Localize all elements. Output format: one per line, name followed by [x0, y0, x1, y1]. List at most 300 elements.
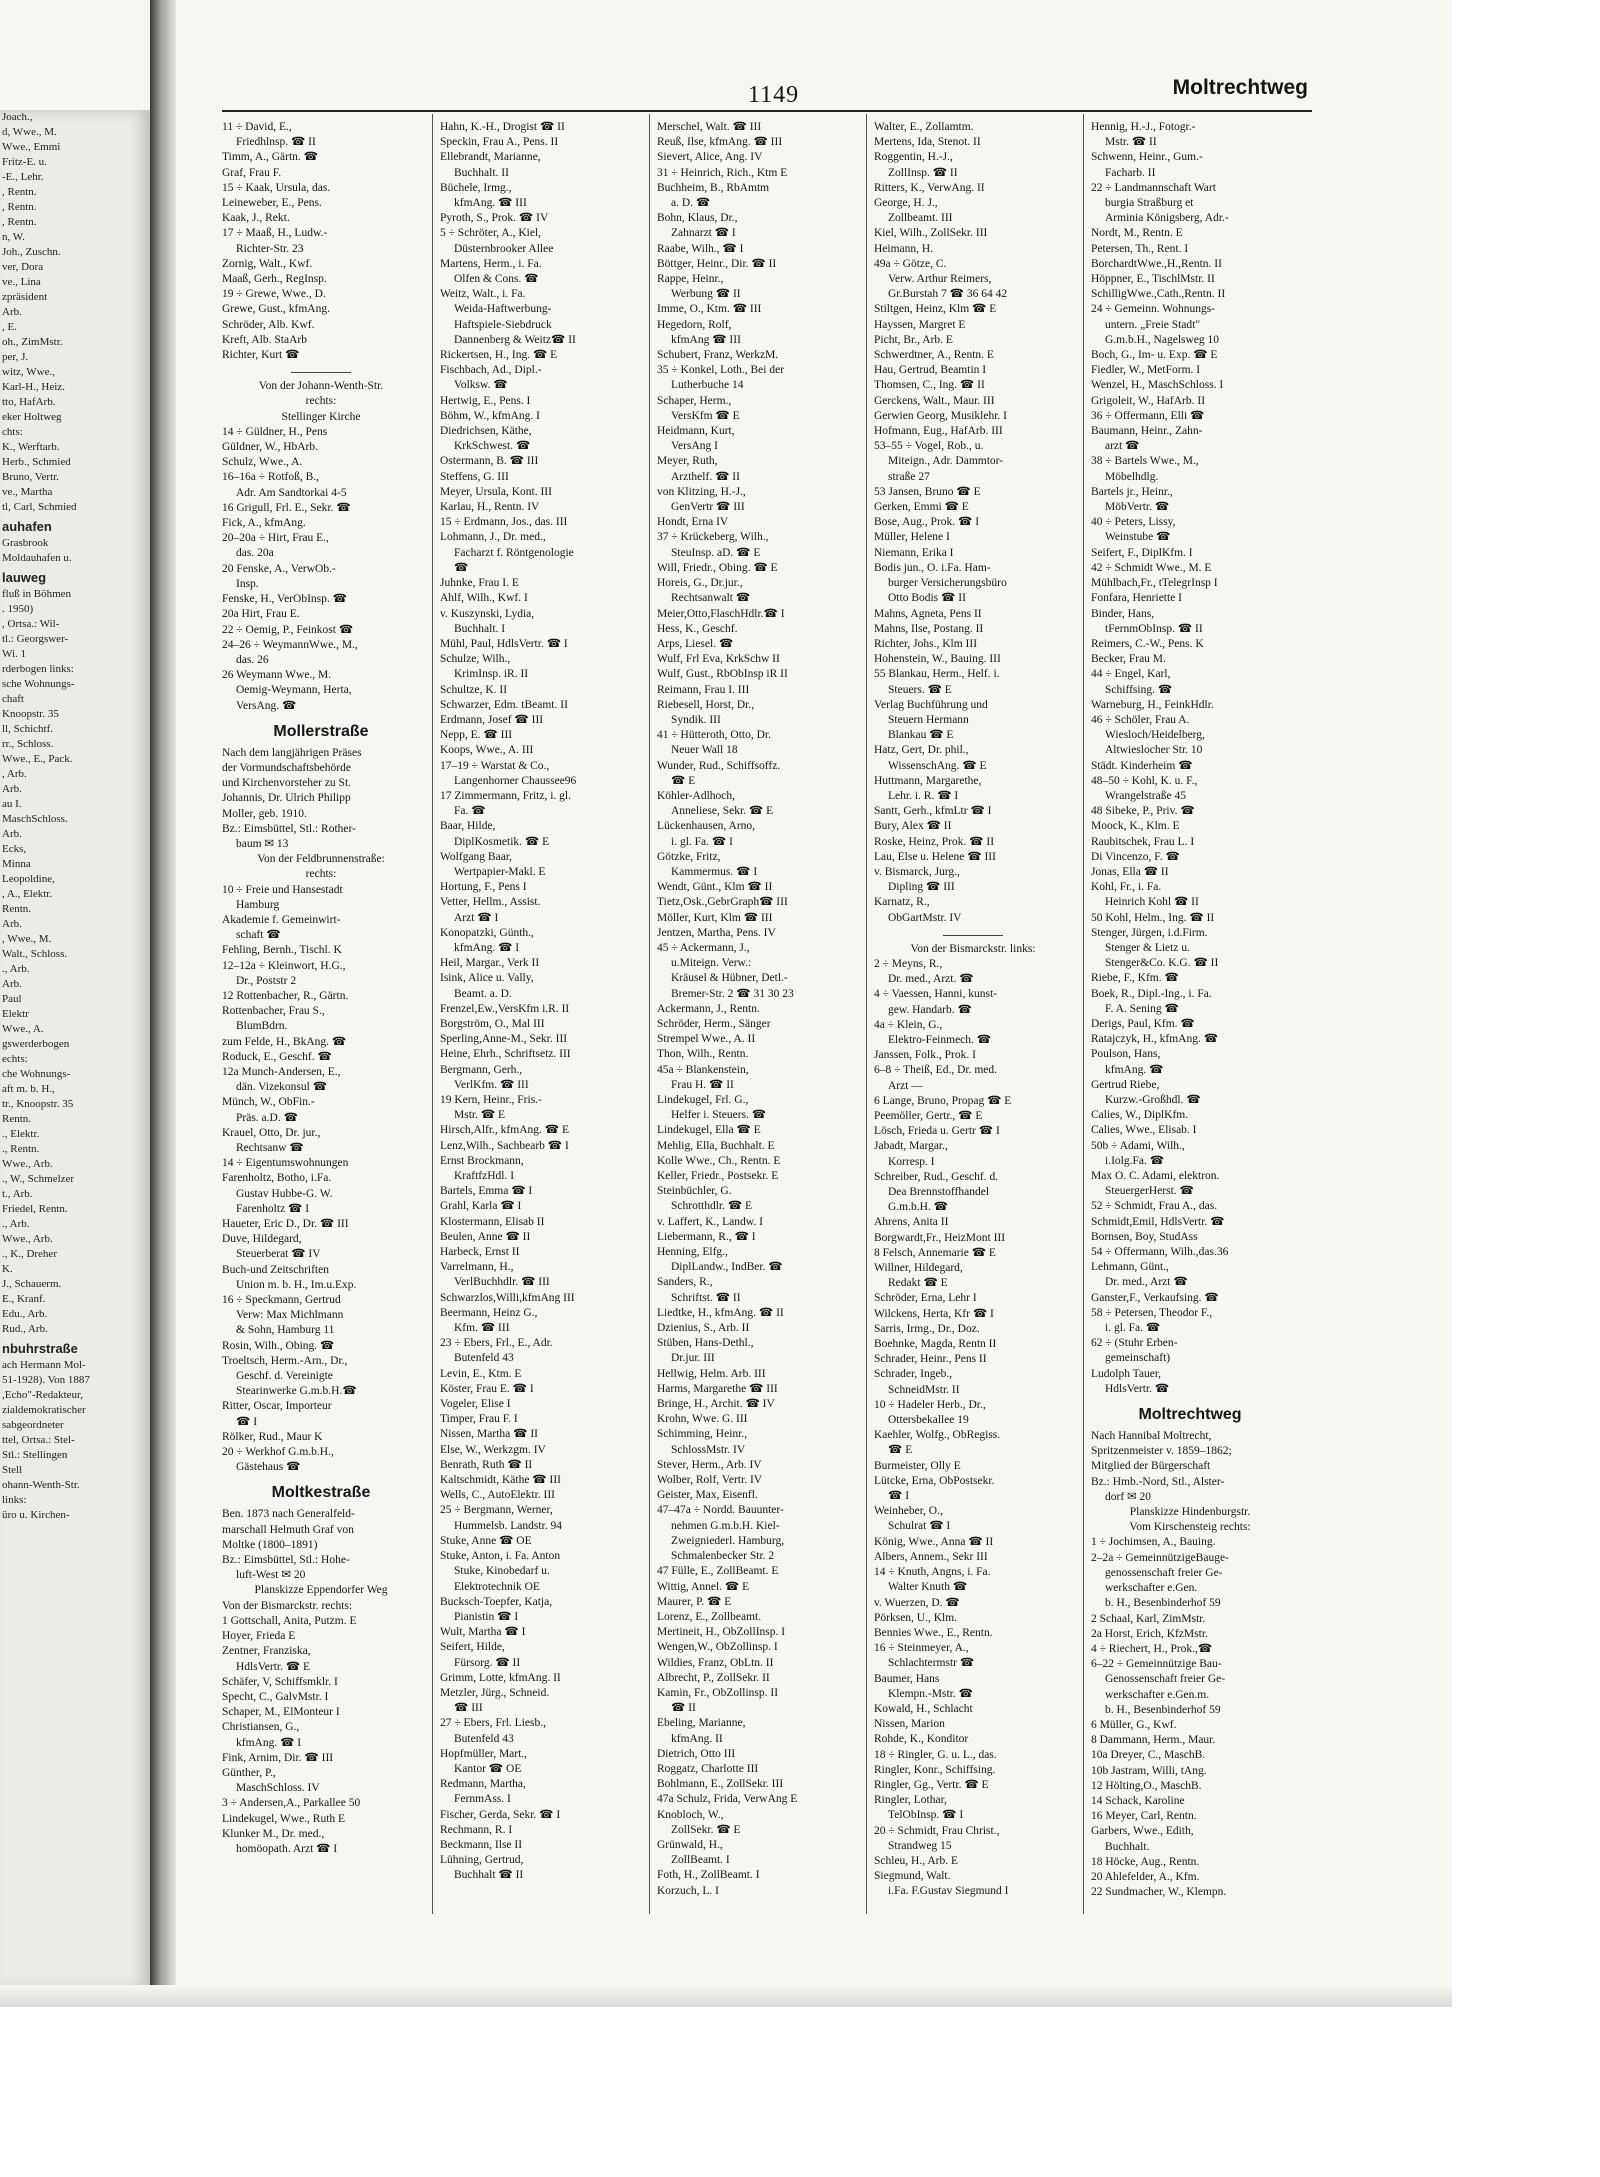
directory-column-4 [874, 120, 1072, 1900]
directory-entry: Nach dem langjährigen Präses [222, 746, 362, 759]
fragment-heading: lauweg [2, 570, 47, 585]
directory-entry: 10a Dreyer, C., MaschB. [1091, 1749, 1206, 1762]
fragment-line: Herb., Schmied [2, 456, 71, 468]
directory-entry: Kolle Wwe., Ch., Rentn. E [657, 1154, 781, 1167]
directory-entry: Hau, Gertrud, Beamtin I [874, 364, 987, 377]
directory-entry: Calies, Wwe., Elisab. I [1091, 1124, 1197, 1137]
fragment-line: Fritz-E. u. [2, 156, 47, 168]
fragment-line: Joach., [2, 111, 33, 123]
directory-entry: Specht, C., GalvMstr. I [222, 1690, 329, 1703]
street-heading: Moltkestraße [271, 1484, 371, 1502]
directory-entry: Dea Brennstoffhandel [888, 1186, 990, 1199]
directory-entry: Wenzel, H., MaschSchloss. I [1091, 379, 1224, 392]
directory-entry: Hahn, K.-H., Drogist ☎ II [440, 121, 565, 133]
directory-entry: 2 Schaal, Karl, ZimMstr. [1091, 1612, 1206, 1625]
directory-entry: Poulson, Hans, [1091, 1048, 1161, 1061]
directory-entry: 1 ÷ Jochimsen, A., Bauing. [1091, 1536, 1216, 1549]
fragment-line: Wwe., A. [2, 1023, 44, 1035]
directory-entry: Redmann, Martha, [440, 1778, 526, 1791]
column-rule [649, 114, 650, 1914]
directory-entry: Rickertsen, H., Ing. ☎ E [440, 349, 558, 362]
directory-entry: Nordt, M., Rentn. E [1091, 227, 1183, 240]
directory-entry: Gerken, Emmi ☎ E [874, 501, 969, 514]
directory-entry: 4 ÷ Riechert, H., Prok.,☎ [1091, 1642, 1213, 1655]
directory-entry: 20 Ahlefelder, A., Kfm. [1091, 1870, 1200, 1883]
directory-entry: Lückenhausen, Arno, [657, 820, 756, 833]
fragment-line: witz, Wwe., [2, 366, 55, 378]
directory-entry: Dipling ☎ III [888, 881, 955, 894]
directory-entry: der Vormundschaftsbehörde [222, 761, 351, 774]
fragment-line: ., K., Dreher [2, 1248, 57, 1260]
directory-entry: König, Wwe., Anna ☎ II [874, 1535, 994, 1548]
directory-entry: 12–12a ÷ Kleinwort, H.G., [222, 959, 346, 972]
directory-entry: 16 ÷ Speckmann, Gertrud [222, 1294, 341, 1307]
directory-entry: Dr. med., Arzt ☎ [1105, 1276, 1188, 1289]
directory-entry: Arminia Königsberg, Adr.- [1105, 212, 1229, 225]
directory-entry: Moller, geb. 1910. [222, 807, 307, 820]
directory-entry: Arzthelf. ☎ II [671, 470, 740, 483]
directory-entry: Fischbach, Ad., Dipl.- [440, 364, 542, 377]
directory-entry: Lau, Else u. Helene ☎ III [874, 850, 996, 863]
directory-entry: Fonfara, Henriette I [1091, 592, 1183, 605]
directory-entry: ☎ III [454, 1702, 483, 1715]
fragment-line: K., Werftarb. [2, 441, 60, 453]
directory-entry: Schiffsing. ☎ [1105, 683, 1173, 696]
directory-entry: Else, W., Werkzgm. IV [440, 1443, 546, 1456]
directory-entry: 46 ÷ Schöler, Frau A. [1091, 713, 1190, 726]
directory-entry: Städt. Kinderheim ☎ [1091, 759, 1193, 772]
fragment-line: chaft [2, 693, 24, 705]
directory-entry: Knobloch, W., [657, 1808, 724, 1821]
directory-entry: Facharb. II [1105, 166, 1156, 179]
directory-entry: ☎ E [888, 1444, 913, 1457]
directory-entry: Schrotthdlr. ☎ E [671, 1200, 753, 1213]
directory-entry: Fa. ☎ [454, 805, 486, 818]
directory-entry: Steuers. ☎ E [888, 683, 952, 696]
directory-entry: Troeltsch, Herm.-Arn., Dr., [222, 1354, 348, 1367]
directory-entry: Insp. [236, 577, 259, 590]
directory-entry: Stenger & Lietz u. [1105, 941, 1190, 954]
directory-entry: Schwarzlos,Willi,kfmAng III [440, 1291, 575, 1304]
directory-entry: Höppner, E., TischlMstr. II [1091, 273, 1215, 286]
directory-entry: Düsternbrooker Allee [454, 242, 554, 255]
directory-entry: Heimann, H. [874, 242, 934, 255]
directory-entry: HdlsVertr. ☎ E [236, 1660, 311, 1673]
directory-entry: Harms, Margarethe ☎ III [657, 1382, 778, 1395]
directory-entry: 10 ÷ Hadeler Herb., Dr., [874, 1398, 986, 1411]
directory-entry: Ernst Brockmann, [440, 1154, 524, 1167]
directory-entry: u.Miteign. Verw.: [671, 957, 752, 970]
column-rule [1083, 114, 1084, 1914]
directory-entry: Güldner, W., HbArb. [222, 441, 319, 454]
directory-entry: 15 ÷ Kaak, Ursula, das. [222, 181, 331, 194]
directory-entry: Christiansen, G., [222, 1721, 300, 1734]
directory-entry: Sperling,Anne-M., Sekr. III [440, 1033, 568, 1046]
directory-entry: Union m. b. H., Im.u.Exp. [236, 1278, 357, 1291]
directory-entry: Mstr. ☎ II [1105, 136, 1157, 149]
directory-entry: Zentner, Franziska, [222, 1645, 311, 1658]
directory-entry: Buchhalt ☎ II [454, 1869, 524, 1882]
directory-entry: Zornig, Walt., Kwf. [222, 257, 313, 270]
directory-entry: Baumann, Heinr., Zahn- [1091, 425, 1203, 438]
page-edge-shadow [0, 1985, 1452, 2007]
fragment-line: ll, Schichtf. [2, 723, 54, 735]
directory-entry: Lehmann, Günt., [1091, 1261, 1169, 1274]
directory-entry: 6 Lange, Bruno, Propag ☎ E [874, 1094, 1012, 1107]
directory-entry: Sanders, R., [657, 1276, 713, 1289]
directory-entry: Stuke, Kinobedarf u. [454, 1565, 550, 1578]
directory-entry: Dr., Poststr 2 [236, 974, 297, 987]
directory-entry: Helfer i. Steuers. ☎ [671, 1109, 767, 1122]
fragment-line: K. [2, 1263, 13, 1275]
directory-entry: Rappe, Heinr., [657, 273, 724, 286]
directory-entry: v. Bismarck, Jurg., [874, 865, 960, 878]
fragment-line: Arb. [2, 828, 22, 840]
section-divider [943, 926, 1003, 936]
directory-entry: Warneburg, H., FeinkHdlr. [1091, 698, 1214, 711]
fragment-line: ., W., Schmelzer [2, 1173, 75, 1185]
directory-entry: Jabadt, Margar., [874, 1140, 948, 1153]
directory-entry: Anneliese, Sekr. ☎ E [671, 805, 774, 818]
directory-entry: Metzler, Jürg., Schneid. [440, 1686, 550, 1699]
directory-entry: Elektro-Feinmech. ☎ [888, 1033, 992, 1046]
directory-entry: v. Laffert, K., Landw. I [657, 1215, 763, 1228]
directory-entry: Stenger&Co. K.G. ☎ II [1105, 957, 1219, 970]
directory-entry: 16 Grigull, Frl. E., Sekr. ☎ [222, 501, 351, 514]
directory-entry: 18 ÷ Ringler, G. u. L., das. [874, 1748, 997, 1761]
directory-entry: Niemann, Erika I [874, 546, 954, 559]
directory-entry: rechts: [305, 868, 337, 881]
directory-entry: Wittig, Annel. ☎ E [657, 1580, 750, 1593]
directory-entry: Stuke, Anton, i. Fa. Anton [440, 1550, 561, 1563]
fragment-line: Stl.: Stellingen [2, 1449, 68, 1461]
directory-entry: 20 ÷ Schmidt, Frau Christ., [874, 1824, 1000, 1837]
fragment-line: 51-1928). Von 1887 [2, 1374, 90, 1386]
directory-entry: v. Wuerzen, D. ☎ [874, 1596, 960, 1609]
directory-entry: 19 Kern, Heinr., Fris.- [440, 1094, 542, 1106]
fragment-line: Rentn. [2, 1113, 32, 1125]
directory-entry: Lorenz, E., Zollbeamt. [657, 1610, 762, 1623]
directory-entry: Seifert, F., DiplKfm. I [1091, 546, 1193, 559]
directory-entry: Walter Knuth ☎ [888, 1581, 968, 1594]
directory-entry: Kowald, H., Schlacht [874, 1702, 973, 1715]
section-divider [291, 363, 351, 373]
directory-entry: ObGartMstr. IV [888, 911, 962, 924]
directory-entry: 48 Sibeke, P., Priv. ☎ [1091, 805, 1195, 818]
directory-entry: Gerckens, Walt., Maur. III [874, 394, 995, 407]
directory-entry: straße 27 [888, 470, 930, 483]
directory-entry: Sievert, Alice, Ang. IV [657, 151, 763, 164]
directory-entry: Mertineit, H., ObZollInsp. I [657, 1626, 786, 1639]
directory-entry: 53–55 ÷ Vogel, Rob., u. [874, 440, 984, 453]
directory-entry: Kaehler, Wolfg., ObRegiss. [874, 1429, 1001, 1442]
directory-entry: kfmAng. ☎ [1105, 1063, 1164, 1076]
directory-entry: Bohlmann, E., ZollSekr. III [657, 1778, 784, 1791]
directory-entry: George, H. J., [874, 197, 938, 210]
fragment-line: sabgeordneter [2, 1419, 64, 1431]
directory-entry: 58 ÷ Petersen, Theodor F., [1091, 1306, 1213, 1319]
directory-entry: Hummelsb. Landstr. 94 [454, 1519, 562, 1532]
directory-entry: b. H., Besenbinderhof 59 [1105, 1703, 1221, 1716]
directory-entry: untern. „Freie Stadt" [1105, 318, 1201, 331]
fragment-line: zpräsident [2, 291, 48, 303]
directory-entry: Gerwien Georg, Musiklehr. I [874, 409, 1007, 422]
fragment-line: fluß in Böhmen [2, 588, 72, 600]
directory-entry: Merschel, Walt. ☎ III [657, 121, 762, 133]
directory-entry: Hondt, Erna IV [657, 516, 729, 529]
column-rule [866, 114, 867, 1914]
directory-entry: Roggentin, H.-J., [874, 151, 953, 164]
directory-entry: Fehling, Bernh., Tischl. K [222, 944, 342, 957]
directory-entry: Kamin, Fr., ObZollinsp. II [657, 1686, 779, 1699]
directory-entry: Heinrich Kohl ☎ II [1105, 896, 1199, 909]
directory-entry: Imme, O., Ktm. ☎ III [657, 303, 762, 316]
directory-entry: Mstr. ☎ E [454, 1109, 506, 1122]
directory-entry: Picht, Br., Arb. E [874, 333, 953, 346]
directory-entry: Haftspiele-Siebdruck [454, 318, 552, 331]
fragment-line: rderbogen links: [2, 663, 74, 675]
directory-entry: Dannenberg & Weitz☎ II [454, 333, 576, 346]
directory-entry: i. gl. Fa. ☎ I [671, 835, 733, 848]
directory-entry: 47a Schulz, Frida, VerwAng E [657, 1793, 798, 1806]
fragment-line: zialdemokratischer [2, 1404, 86, 1416]
directory-entry: 11 ÷ David, E., [222, 121, 292, 133]
directory-entry: Boehnke, Magda, Rentn II [874, 1338, 997, 1351]
directory-entry: Steffens, G. III [440, 470, 509, 483]
fragment-line: , Wwe., M. [2, 933, 52, 945]
directory-entry: Götzke, Fritz, [657, 850, 721, 863]
directory-entry: Nissen, Martha ☎ II [440, 1428, 538, 1441]
directory-entry: Wulf, Gust., RbObInsp iR II [657, 668, 788, 681]
fragment-line: per, J. [2, 351, 29, 363]
directory-entry: Stenger, Jürgen, i.d.Firm. [1091, 926, 1208, 939]
directory-entry: Schleu, H., Arb. E [874, 1854, 959, 1867]
fragment-line: sche Wohnungs- [2, 678, 75, 690]
directory-entry: Wertpapier-Makl. E [454, 865, 546, 878]
fragment-line: d, Wwe., M. [2, 126, 57, 138]
directory-entry: 2a Horst, Erich, KfzMstr. [1091, 1627, 1208, 1640]
directory-entry: Sarris, Irmg., Dr., Doz. [874, 1322, 980, 1335]
fragment-line: Arb. [2, 783, 22, 795]
directory-entry: Wult, Martha ☎ I [440, 1626, 526, 1639]
fragment-line: Wwe., Arb. [2, 1233, 53, 1245]
directory-entry: Burmeister, Olly E [874, 1459, 961, 1472]
directory-entry: Schlachtermstr ☎ [888, 1657, 975, 1670]
directory-entry: 14 ÷ Güldner, H., Pens [222, 425, 328, 438]
directory-entry: gew. Handarb. ☎ [888, 1003, 972, 1016]
directory-entry: G.m.b.H. ☎ [888, 1201, 949, 1214]
directory-entry: 20a Hirt, Frau E. [222, 608, 300, 621]
directory-entry: Tietz,Osk.,GebrGraph☎ III [657, 896, 788, 909]
directory-entry: Schubert, Franz, WerkzM. [657, 349, 779, 362]
fragment-line: tl.: Georgswer- [2, 633, 69, 645]
directory-entry: Bohn, Klaus, Dr., [657, 212, 738, 225]
directory-entry: Ahlf, Wilh., Kwf. I [440, 592, 528, 605]
directory-entry: Speckin, Frau A., Pens. II [440, 136, 559, 149]
directory-entry: 55 Blankau, Herm., Helf. i. [874, 668, 1000, 681]
street-heading: Mollerstraße [273, 722, 369, 740]
directory-entry: Schröder, Erna, Lehr I [874, 1292, 977, 1305]
directory-entry: Dr. med., Arzt. ☎ [888, 973, 974, 986]
directory-entry: 16–16a ÷ Rotfoß, B., [222, 471, 320, 484]
directory-entry: Ostermann, B. ☎ III [440, 455, 539, 468]
directory-entry: Henning, Elfg., [657, 1246, 728, 1259]
directory-entry: Hortung, F., Pens I [440, 881, 527, 894]
directory-entry: 45 ÷ Ackermann, J., [657, 941, 750, 954]
directory-entry: Möbelhdlg. [1105, 470, 1159, 483]
directory-entry: Wendt, Günt., Klm ☎ II [657, 881, 773, 894]
directory-entry: Ringler, Lothar, [874, 1794, 947, 1807]
directory-entry: und Kirchenvorsteher zu St. [222, 777, 352, 790]
fragment-line: Ecks, [2, 843, 27, 855]
directory-entry: WissenschAng. ☎ E [888, 759, 987, 772]
fragment-line: Leopoldine, [2, 873, 55, 885]
directory-entry: Hamburg [236, 898, 280, 911]
fragment-line: Wwe., E., Pack. [2, 753, 73, 765]
directory-entry: Mehlig, Ella, Buchhalt. E [657, 1139, 775, 1152]
directory-entry: gemeinschaft) [1105, 1352, 1171, 1365]
directory-entry: 22 ÷ Oemig, P., Feinkost ☎ [222, 623, 354, 636]
fragment-heading: auhafen [2, 519, 52, 534]
directory-entry: 31 ÷ Heinrich, Rich., Ktm E [657, 166, 788, 179]
directory-entry: 38 ÷ Bartels Wwe., M., [1091, 455, 1199, 468]
directory-entry: DiplLandw., IndBer. ☎ [671, 1261, 783, 1274]
directory-entry: Foth, H., ZollBeamt. I [657, 1869, 760, 1882]
directory-entry: Oemig-Weymann, Herta, [236, 684, 352, 697]
directory-entry: KrkSchwest. ☎ [454, 440, 531, 453]
directory-entry: Hatz, Gert, Dr. phil., [874, 744, 969, 757]
directory-entry: Wunder, Rud., Schiffsoffz. [657, 759, 781, 772]
fragment-line: Minna [2, 858, 31, 870]
directory-entry: Genossenschaft freier Ge- [1105, 1673, 1226, 1686]
fragment-line: Wwe., Emmi [2, 141, 61, 153]
directory-entry: Diedrichsen, Käthe, [440, 425, 532, 438]
directory-entry: Hopfmüller, Mart., [440, 1747, 528, 1760]
directory-entry: Weitz, Walt., i. Fa. [440, 288, 526, 301]
directory-entry: 4a ÷ Klein, G., [874, 1018, 943, 1031]
directory-entry: Hegedorn, Rolf, [657, 318, 732, 331]
directory-entry: Schaper, Herm., [657, 394, 732, 407]
directory-entry: KraftfzHdl. I [454, 1170, 515, 1183]
directory-entry: Bringe, H., Archit. ☎ IV [657, 1398, 775, 1411]
directory-entry: Wildies, Franz, ObLtn. II [657, 1656, 774, 1669]
fragment-line: ohann-Wenth-Str. [2, 1479, 80, 1491]
directory-entry: Steuerberat ☎ IV [236, 1248, 321, 1261]
directory-entry: Von der Bismarckstr. rechts: [222, 1599, 353, 1612]
directory-entry: kfmAng. ☎ III [454, 197, 527, 210]
directory-entry: Rechtsanw ☎ [236, 1142, 304, 1154]
directory-entry: Beckmann, Ilse II [440, 1838, 523, 1851]
directory-entry: ZollInsp. ☎ II [888, 166, 958, 179]
directory-entry: Altwieslocher Str. 10 [1105, 744, 1203, 757]
directory-entry: 53 Jansen, Bruno ☎ E [874, 485, 981, 498]
directory-entry: Mitglied der Bürgerschaft [1091, 1460, 1211, 1473]
directory-entry: Buchhalt. [1105, 1840, 1150, 1853]
directory-entry: Konopatzki, Günth., [440, 926, 534, 939]
directory-entry: Friedhlnsp. ☎ II [236, 136, 316, 149]
directory-entry: Klunker M., Dr. med., [222, 1827, 325, 1840]
directory-entry: 3 ÷ Andersen,A., Parkallee 50 [222, 1797, 361, 1810]
directory-entry: Richter, Johs., Klm III [874, 637, 978, 650]
directory-entry: Karnatz, R., [874, 896, 930, 909]
directory-entry: Moock, K., Klm. E [1091, 820, 1180, 833]
directory-entry: Ellebrandt, Marianne, [440, 151, 541, 164]
directory-entry: MaschSchloss. IV [236, 1782, 320, 1795]
fragment-line: n, W. [2, 231, 25, 243]
directory-entry: b. H., Besenbinderhof 59 [1105, 1597, 1221, 1610]
fragment-line: ver, Dora [2, 261, 44, 273]
fragment-line: ., Arb. [2, 1218, 30, 1230]
fragment-line: t., Arb. [2, 1188, 33, 1200]
directory-entry: Schultze, K. II [440, 683, 508, 696]
directory-entry: Hohenstein, W., Bauing. III [874, 653, 1001, 666]
directory-entry: 2 ÷ Meyns, R., [874, 957, 943, 970]
directory-entry: 18 Höcke, Aug., Rentn. [1091, 1855, 1200, 1868]
directory-entry: Münch, W., ObFin.- [222, 1096, 315, 1109]
fragment-line: . 1950) [2, 603, 34, 615]
directory-entry: Volksw. ☎ [454, 379, 508, 392]
directory-entry: Arzt — [888, 1079, 923, 1092]
directory-entry: Bergmann, Gerh., [440, 1063, 523, 1076]
fragment-line: oh., ZimMstr. [2, 336, 63, 348]
directory-entry: Zollbeamt. III [888, 212, 953, 225]
fragment-line: , Arb. [2, 768, 27, 780]
fragment-line: , Rentn. [2, 186, 37, 198]
directory-entry: Gertrud Riebe, [1091, 1078, 1160, 1091]
directory-entry: Ritter, Oscar, Importeur [222, 1400, 332, 1413]
directory-entry: Hirsch,Alfr., kfmAng. ☎ E [440, 1124, 569, 1137]
directory-entry: HdlsVertr. ☎ [1105, 1382, 1170, 1395]
directory-entry: homöopath. Arzt ☎ I [236, 1842, 338, 1855]
directory-entry: Rottenbacher, Frau S., [222, 1005, 325, 1018]
directory-entry: Elektrotechnik OE [454, 1580, 540, 1593]
fragment-line: -E., Lehr. [2, 171, 44, 183]
directory-entry: 4 ÷ Vaessen, Hanni, kunst- [874, 988, 998, 1001]
directory-entry: kfmAng ☎ III [671, 333, 741, 346]
directory-entry: Schmidt,Emil, HdlsVertr. ☎ [1091, 1215, 1225, 1228]
directory-entry: das. 26 [236, 653, 269, 666]
directory-entry: Borgström, O., Mal III [440, 1017, 545, 1030]
directory-entry: Rohde, K., Konditor [874, 1733, 969, 1746]
directory-entry: Arps, Liesel. ☎ [657, 637, 734, 650]
directory-entry: Heil, Margar., Verk II [440, 957, 540, 970]
directory-entry: Bz.: Hmb.-Nord, Stl., Alster- [1091, 1475, 1225, 1488]
directory-entry: Hofmann, Eug., HafArb. III [874, 425, 1003, 438]
directory-entry: kfmAng. ☎ I [454, 941, 520, 954]
fragment-line: tto, HafArb. [2, 396, 56, 408]
directory-entry: Geschf. d. Vereinigte [236, 1370, 333, 1383]
directory-entry: Schaper, M., ElMonteur I [222, 1706, 340, 1719]
directory-entry: Ritters, K., VerwAng. II [874, 181, 985, 194]
directory-entry: 45a ÷ Blankenstein, [657, 1063, 749, 1076]
directory-entry: Ludolph Tauer, [1091, 1367, 1162, 1380]
directory-entry: Becker, Frau M. [1091, 653, 1166, 666]
fragment-line: gswerderbogen [2, 1038, 70, 1050]
directory-entry: arzt ☎ [1105, 440, 1140, 453]
directory-entry: Grewe, Gust., kfmAng. [222, 303, 330, 316]
directory-entry: i.Fa. F.Gustav Siegmund I [888, 1885, 1009, 1898]
fragment-line: Rentn. [2, 903, 32, 915]
directory-entry: Mahns, Agneta, Pens II [874, 607, 982, 620]
directory-entry: Bz.: Eimsbüttel, Stl.: Hohe- [222, 1554, 350, 1567]
directory-entry: Schröder, Alb. Kwf. [222, 318, 315, 331]
directory-entry: Korresp. I [888, 1155, 935, 1168]
directory-entry: Nepp, E. ☎ III [440, 729, 513, 742]
directory-entry: dän. Vizekonsul ☎ [236, 1081, 328, 1094]
directory-entry: Schulz, Wwe., A. [222, 456, 303, 469]
directory-entry: kfmAng. II [671, 1732, 723, 1745]
directory-entry: Kräusel & Hübner, Detl.- [671, 972, 788, 985]
